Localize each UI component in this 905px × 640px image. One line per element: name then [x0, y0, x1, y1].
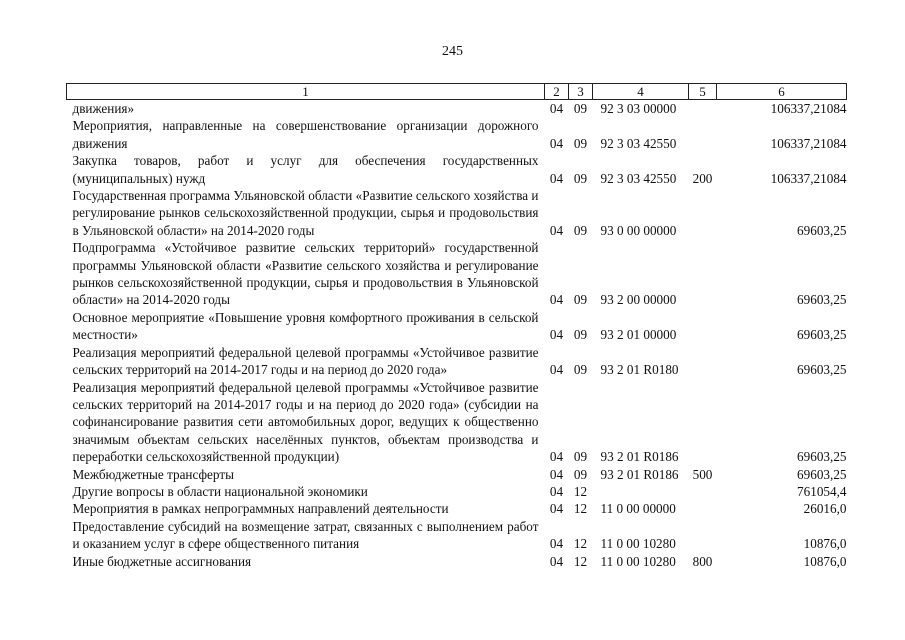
row-name-cell: Межбюджетные трансферты — [72, 466, 234, 482]
row-name-cell: Мероприятия, направленные на совершенствование организации дорожного движения — [72, 118, 539, 151]
row-c2-cell: 04 — [549, 536, 564, 552]
row-c2-cell: 04 — [549, 135, 564, 151]
column-header-6: 6 — [717, 84, 847, 100]
column-header-1: 1 — [67, 84, 545, 100]
row-c4-cell: 93 2 01 R0186 — [600, 466, 679, 482]
row-c4-cell: 93 2 00 00000 — [600, 292, 677, 308]
row-c3-cell: 09 — [573, 327, 588, 343]
row-c2-cell: 04 — [549, 101, 564, 116]
row-c5-cell — [689, 100, 717, 118]
table-row — [67, 553, 847, 570]
row-c2-cell: 04 — [549, 170, 564, 186]
row-name-cell: Государственная программа Ульяновской области «Развитие сельского хозяйства и регулирование рынков сельскохозяйственной продукции, сырья и продовольствия в Ульяновской области» на 2014-2020 годы — [72, 188, 539, 238]
table-row — [67, 466, 847, 483]
row-c5-cell — [689, 239, 717, 309]
table-row — [67, 152, 847, 187]
table-row — [67, 500, 847, 517]
row-c3-cell: 12 — [573, 536, 588, 552]
row-c6-cell: 69603,25 — [797, 327, 847, 343]
row-c5-cell: 800 — [692, 553, 713, 569]
row-c3-cell: 09 — [573, 101, 588, 116]
column-header-4: 4 — [593, 84, 689, 100]
row-c2-cell: 04 — [549, 327, 564, 343]
table-row — [67, 117, 847, 152]
row-c6-cell: 106337,21084 — [770, 135, 847, 151]
table-row — [67, 239, 847, 309]
row-c5-cell: 500 — [692, 466, 713, 482]
row-c4-cell: 93 2 01 R0186 — [600, 449, 679, 465]
row-c6-cell: 69603,25 — [797, 466, 847, 482]
column-header-2: 2 — [545, 84, 569, 100]
row-c5-cell — [689, 309, 717, 344]
row-c5-cell — [689, 187, 717, 239]
row-c4-cell: 92 3 03 42550 — [600, 170, 677, 186]
row-c5-cell — [689, 483, 717, 500]
row-name-cell: Основное мероприятие «Повышение уровня комфортного проживания в сельской местности» — [72, 309, 539, 343]
row-c3-cell: 09 — [573, 466, 588, 482]
row-c2-cell: 04 — [549, 222, 564, 238]
row-c4-cell: 93 0 00 00000 — [600, 222, 677, 238]
row-c3-cell: 09 — [573, 292, 588, 308]
table-row — [67, 518, 847, 553]
row-c5-cell — [689, 117, 717, 152]
row-c3-cell: 12 — [573, 483, 588, 499]
row-name-cell: движения» — [72, 101, 135, 116]
row-name-cell: Предоставление субсидий на возмещение затрат, связанных с выполнением работ и оказанием услуг в сфере общественного питания — [72, 518, 539, 552]
row-c3-cell: 09 — [573, 170, 588, 186]
table-row — [67, 379, 847, 466]
row-name-cell: Реализация мероприятий федеральной целевой программы «Устойчивое развитие сельских территорий на 2014-2017 годы и на период до 2020 года» — [72, 344, 539, 378]
row-c2-cell: 04 — [549, 449, 564, 465]
row-c5-cell — [689, 500, 717, 517]
column-header-3: 3 — [569, 84, 593, 100]
row-c2-cell: 04 — [549, 466, 564, 482]
row-c6-cell: 10876,0 — [803, 553, 847, 569]
row-c2-cell: 04 — [549, 292, 564, 308]
row-c3-cell: 12 — [573, 501, 588, 517]
row-c3-cell: 09 — [573, 362, 588, 378]
row-c6-cell: 106337,21084 — [770, 170, 847, 186]
table-row — [67, 483, 847, 500]
row-c4-cell: 11 0 00 10280 — [600, 536, 676, 552]
row-c5-cell: 200 — [692, 170, 713, 186]
table-row — [67, 100, 847, 118]
row-c5-cell — [689, 344, 717, 379]
row-c6-cell: 10876,0 — [803, 536, 847, 552]
row-c2-cell: 04 — [549, 501, 564, 517]
row-c4-cell: 11 0 00 00000 — [600, 501, 676, 517]
row-c4-cell: 93 2 01 R0180 — [600, 362, 679, 378]
row-name-cell: Иные бюджетные ассигнования — [72, 553, 252, 569]
row-c5-cell — [689, 518, 717, 553]
row-name-cell: Другие вопросы в области национальной экономики — [72, 483, 368, 499]
row-c4-cell: 93 2 01 00000 — [600, 327, 677, 343]
table-row — [67, 309, 847, 344]
row-c6-cell: 69603,25 — [797, 362, 847, 378]
row-c3-cell: 09 — [573, 449, 588, 465]
row-c4-cell: 92 3 03 00000 — [600, 101, 677, 116]
row-c2-cell: 04 — [549, 483, 564, 499]
row-name-cell: Реализация мероприятий федеральной целевой программы «Устойчивое развитие сельских территорий на 2014-2017 годы и на период до 2020 года» (субсидии на софинансирование развития сети автомобильных дорог, ведущих к общественно значимым объектам сельских населённых пунктов, объектам производства и переработки сельскохозяйственной продукции) — [72, 379, 539, 465]
row-c6-cell: 761054,4 — [797, 483, 847, 499]
row-name-cell: Закупка товаров, работ и услуг для обеспечения государственных (муниципальных) нужд — [72, 153, 539, 186]
row-c6-cell: 69603,25 — [797, 292, 847, 308]
row-c4-cell: 92 3 03 42550 — [600, 135, 677, 151]
column-header-5: 5 — [689, 84, 717, 100]
row-c6-cell: 106337,21084 — [770, 101, 847, 116]
row-c4-cell: 11 0 00 10280 — [600, 553, 676, 569]
row-c3-cell: 09 — [573, 135, 588, 151]
row-c2-cell: 04 — [549, 362, 564, 378]
budget-table — [66, 83, 847, 570]
row-name-cell: Подпрограмма «Устойчивое развитие сельских территорий» государственной программы Ульяновской области «Развитие сельского хозяйства и регулирование рынков сельскохозяйственной продукции, сырья и продовольствия в Ульяновской области» на 2014-2020 годы — [72, 240, 539, 308]
table-body — [67, 100, 847, 570]
row-c3-cell: 09 — [573, 222, 588, 238]
row-c3-cell: 12 — [573, 553, 588, 569]
row-c2-cell: 04 — [549, 553, 564, 569]
row-c5-cell — [689, 379, 717, 466]
row-c6-cell: 69603,25 — [797, 449, 847, 465]
row-name-cell: Мероприятия в рамках непрограммных направлений деятельности — [72, 501, 449, 517]
table-row — [67, 187, 847, 239]
row-c4-cell — [593, 483, 689, 500]
row-c6-cell: 69603,25 — [797, 222, 847, 238]
page-number: 245 — [442, 44, 463, 59]
row-c6-cell: 26016,0 — [803, 501, 847, 517]
table-header-row — [67, 84, 847, 100]
table-row — [67, 344, 847, 379]
